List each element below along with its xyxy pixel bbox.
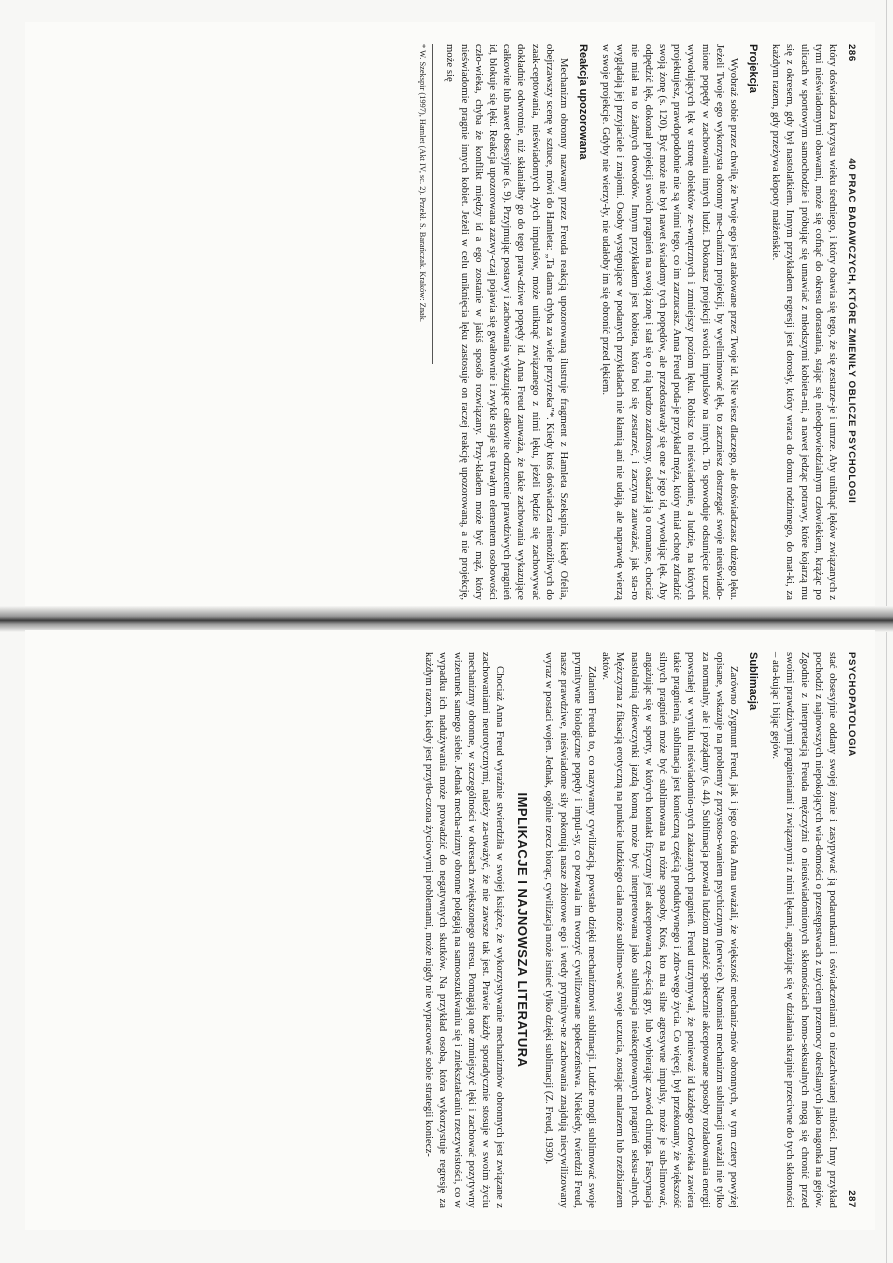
book-page-287 <box>25 630 875 1230</box>
body-paragraph: Wyobraź sobie przez chwilę, że Twoje ego jest atakowane przez Twoje id. Nie wiesz dlaczego, ale doświadczasz dużego lęku. Jeżeli Twoje ego wykorzysta obronny me-chanizm projekcji, by wyeliminować lęk, to zaczniesz dostrzegać swoje nieuświado-mione popędy w zachowaniu innych ludzi. Dokonasz projekcji swoich impulsów na innych. To spowoduje odsunięcie uczuć wywołujących lęk w stronę obiektów ze-wnętrznych i zmniejszy poziom lęku. Robisz to nieświadomie, a ludzie, na których projektujesz, prawdopodobnie nie są winni tego, co im zarzucasz. Anna Freud poda-je przykład męża, który miał ochotę zdradzić swoją żonę (s. 120). Być może nie był nawet świadomy tych popędów, ale przedostawały się one z jego id, wywołując lęk. Aby odpędzić lęk, dokonał projekcji swoich pragnień na swoją żonę i stał się o nią bardzo zazdrosny, oskarżał ją o romanse, chociaż nie miał na to żadnych dowodów. Innym przykładem jest kobieta, która boi się zestarzeć, i zaczyna zauważać, jak sta-ro wyglądają jej przyjaciele i znajomi. Osoby występujące w podanych przykładach nie kłamią ani nie udają, ale naprawdę wierzą w swoje projekcje. Gdyby nie wierzy-ły, nie udałoby im się obronić przed lękiem. <box>600 44 740 600</box>
running-head-title: PSYCHOPATOLOGIA <box>846 652 857 757</box>
book-page-286 <box>25 22 875 622</box>
section-heading-implikacje: IMPLIKACJE I NAJNOWSZA LITERATURA <box>515 792 531 1068</box>
running-head-title: 40 PRAC BADAWCZYCH, KTÓRE ZMIENIŁY OBLICZE PSYCHOLOGII <box>846 158 857 504</box>
section-heading-projekcja: Projekcja <box>746 44 759 93</box>
section-heading-sublimacja: Sublimacja <box>746 652 759 711</box>
body-paragraph: Chociaż Anna Freud wyraźnie stwierdziła w swojej książce, że wykorzystywanie mechanizmów obronnych jest związane z zachowaniami neurotycznymi, należy za-uważyć, że nie zawsze tak jest. Prawie każdy sporadycznie stosuje w swoim życiu mechanizmy obronne, w szczególności w okresach zwiększonego stresu. Pomagają one zmniejszyć lęki i zachować pozytywny wizerunek samego siebie. Jednak mecha-nizmy obronne polegają na samooszukiwaniu się i zniekształcaniu rzeczywistości, co w wypadku ich nadużywania może prowadzić do negatywnych skutków. Na przykład osoba, która wykorzystuje regresję za każdym razem, kiedy jest przytło-czona życiowymi problemami, może nigdy nie wypracować sobie strategii koniecz- <box>423 652 507 1208</box>
body-paragraph: Mechanizm obronny nazwany przez Freuda reakcją upozorowaną ilustruje fragment z Hamleta Szekspira, kiedy Ofelia, obejrzawszy scenę w sztuce, mówi do Hamleta: „Ta dama chyba za wiele przyrzeka"*. Kiedy ktoś doświadcza niemożliwych do zaak-ceptowania, nieświadomych złych impulsów, może uniknąć związanego z nimi lęku, jeżeli będzie się zachowywać dokładnie odwrotnie, niż skłaniałby go do tego praw-dziwe popędy id. Anna Freud zauważa, że takie zachowania wykazujące całkowite lub nawet obsesyjne (s. 9). Przyjmując postawy i zachowania wykazujące całkowite odrzucenie prawdziwych pragnień id, blokuje się lęki. Reakcja upozorowana zazwy-czaj pojawia się gwałtownie i zwykle staje się trwałym elementem osobowości czło-wieka, chyba że konflikt między id a ego zostanie w jakiś sposób rozwiązany. Przy-kładem może być mąż, który nieświadomie pragnie innych kobiet. Jeżeli w celu uniknięcia lęku zastosuje on raczej reakcję upozorowaną, a nie projekcję, może się <box>444 44 570 600</box>
body-paragraph: Zdaniem Freuda to, co nazywamy cywilizacją, powstało dzięki mechanizmowi sublimacji. Ludzie mogli sublimować swoje prymitywne biologiczne popędy i impul-sy, co pozwala im tworzyć cywilizowane społeczeństwa. Niekiedy, twierdził Freud, nasze prawdziwe, nieświadome siły pokonują nasze zbiorowe ego i wtedy prymityw-ne zachowania znajdują niecywilizowany wyraz w postaci wojen. Jednak, ogólnie rzecz biorąc, cywilizacja może istnieć tylko dzięki sublimacji (Z. Freud, 1930). <box>543 652 598 1208</box>
intro-paragraph: stać obsesyjnie oddany swojej żonie i zasypywać ją podarunkami i oświadczeniami o niezachwianej miłości. Inny przykład pochodzi z najnowszych niepokojących wia-domości o przestępstwach z użyciem przemocy określanych jako nagonka na gejów. Zgodnie z interpretacją Freuda mężczyźni o nieuświadomionych skłonnościach homo-seksualnych mogą się chronić przed swoimi prawdziwymi pragnieniami i związanymi z nimi lękami, angażując się w działania skrajnie przeciwne do tych skłonności – ata-kując i bijąc gejów. <box>770 652 839 1208</box>
book-gutter-shadow <box>0 606 893 632</box>
intro-paragraph: który doświadcza kryzysu wieku średniego, i który obawia się tego, że się zestarze-je i umrze. Aby uniknąć lęków związanych z tymi nieświadomymi obawami, może się cofnąć do okresu dorastania, stając się nieodpowiedzialnym człowiekiem, krążąc po ulicach w sportowym samochodzie i próbując się umawiać z młodszymi kobieta-mi, a nawet jedząc potrawy, które kojarzą mu się z okresem, gdy był nastolatkiem. Innym przykładem regresji jest dorosły, który wraca do domu rodzinnego, do mat-ki, za każdym razem, gdy przeżywa kłopoty małżeńskie. <box>770 44 839 600</box>
page-number: 287 <box>846 1190 857 1208</box>
page-number: 286 <box>846 44 857 62</box>
section-heading-reakcja: Reakcja upozorowana <box>576 44 589 160</box>
running-header <box>846 44 857 600</box>
body-paragraph: Zarówno Zygmunt Freud, jak i jego córka Anna uważali, że większość mechaniz-mów obronnych, w tym cztery powyżej opisane, wskazuje na problemy z przystoso-waniem psychicznym (nerwice). Natomiast mechanizm sublimacji uważali nie tylko za normalny, ale i pożądany (s. 44). Sublimacja pozwala ludziom znaleźć społecznie akceptowane sposoby rozładowania energii powstałej w wyniku nieświadomio-nych zakazanych pragnień. Freud utrzymywał, że ponieważ id każdego człowieka zawiera takie pragnienia, sublimacja jest konieczną częścią produktywnego i zdro-wego życia. Co więcej, był przekonany, że większość silnych pragnień może być sublimowana na różne sposoby. Ktoś, kto ma silne agresywne impulsy, może je sub-limować, angażując się w sporty, w których kontakt fizyczny jest akceptowaną czę-ścią gry, lub wybierając zawód chirurga. Fascynacja nastolatnią dziewczynki jazdą konną może być interpretowana jako sublimacja nieakceptowanych pragnień seksu-alnych. Mężczyzna z fiksacją erotyczną na punkcie ludzkiego ciała może sublimo-wać swoje uczucia, zostając malarzem lub rzeźbiarzem aktów. <box>600 652 740 1208</box>
footnote: * W. Szekspir (1997), Hamlet (Akt IV, sc. 2). Przekł. S. Barańczak. Kraków: Znak. <box>417 44 433 364</box>
running-header <box>846 652 857 1208</box>
